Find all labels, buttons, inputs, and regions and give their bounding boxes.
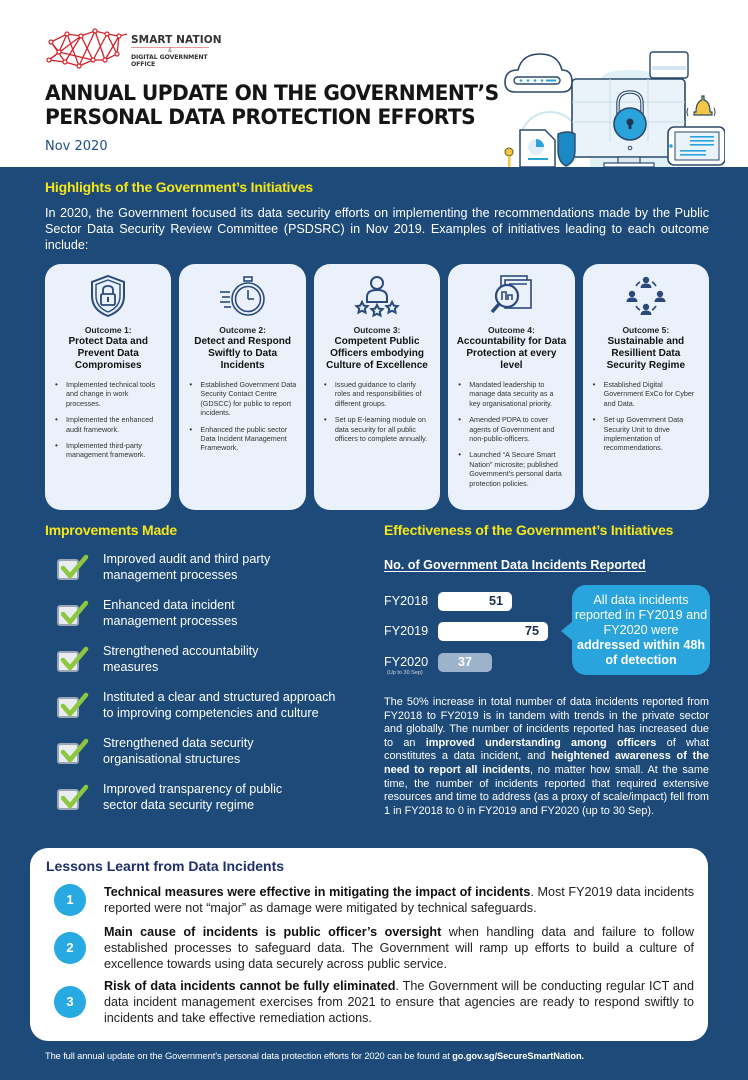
number-badge: 1 [54, 884, 86, 916]
improvement-item [55, 636, 355, 682]
outcome-item: • Launched “A Secure Smart Nation” microsite; published Government’s personal darta protection policies. [458, 450, 566, 488]
checkbox-checked-icon [55, 600, 89, 626]
para-text: , no matter how small. At the same time, the number of incidents reported that required extensive resources and time to address (as a proxy of scale/impact) fell from 1 in FY2018 to 0 in FY2019 and FY2020 (up to 30 Sep). [384, 763, 709, 817]
footer-link[interactable]: go.gov.sg/SecureSmartNation. [452, 1051, 585, 1061]
title-line-2: PERSONAL DATA PROTECTION EFFORTS [45, 105, 476, 130]
outcome-item: • Set up E-learning module on data security for all public officers to complete annually. [324, 415, 432, 443]
stopwatch-icon [218, 274, 268, 318]
outcome-label: Outcome 4: [488, 325, 535, 335]
bar-value: 75 [438, 622, 548, 641]
para-text: The 50% increase in total number of data incidents reported from FY2018 to FY2019 is in tandem with trends in the private sector and globally. The number of incidents reported has increased due to an [384, 696, 709, 749]
outcome-name: Accountability for Data Protection at every level [456, 336, 567, 371]
improvement-text: measures [103, 660, 159, 674]
people-cycle-icon [624, 274, 668, 318]
improvements-list [55, 544, 355, 820]
smart-nation-logo [45, 26, 225, 72]
lesson-bold: Risk of data incidents cannot be fully eliminated [104, 979, 396, 993]
outcome-item: • Amended PDPA to cover agents of Government and non-public-officers. [458, 415, 566, 443]
outcome-item: • Implemented third-party management framework. [55, 441, 163, 460]
logo-ampersand: & [131, 47, 209, 54]
outcome-name: Sustainable and Resillient Data Security Regime [606, 336, 686, 371]
bar-label: FY2020 [384, 655, 429, 669]
improvement-text: Improved transparency of public [103, 782, 283, 796]
page-title [45, 82, 499, 130]
outcome-name: Detect and Respond Swiftly to Data Incidents [194, 336, 291, 371]
effectiveness-paragraph [384, 696, 709, 818]
improvement-item [55, 728, 355, 774]
checkbox-checked-icon [55, 554, 89, 580]
checkbox-checked-icon [55, 784, 89, 810]
highlights-heading: Highlights of the Government’s Initiatives [45, 179, 314, 195]
network-map-icon [45, 26, 127, 70]
outcome-card-5 [583, 264, 709, 510]
outcome-card-2 [179, 264, 305, 510]
person-stars-icon [354, 274, 400, 318]
outcome-card-4 [448, 264, 574, 510]
improvement-text: to improving competencies and culture [103, 706, 319, 720]
improvement-item [55, 682, 355, 728]
shield-lock-icon [89, 274, 127, 318]
para-bold: heightened awareness of the need to report all incidents [384, 750, 709, 776]
improvement-text: sector data security regime [103, 798, 255, 812]
lessons-heading: Lessons Learnt from Data Incidents [46, 858, 285, 874]
callout-bold: addressed within 48h of detection [576, 638, 706, 667]
checkbox-checked-icon [55, 738, 89, 764]
improvement-item [55, 774, 355, 820]
logo-dgo-text: DIGITAL GOVERNMENT OFFICE [131, 54, 208, 68]
checkbox-checked-icon [55, 692, 89, 718]
outcome-card-1 [45, 264, 171, 510]
bar-note: (Up to 30 Sep) [387, 670, 423, 676]
improvement-text: Strengthened data security [103, 736, 254, 750]
security-illustration-icon [500, 42, 725, 167]
chart-title: No. of Government Data Incidents Reported [384, 558, 646, 572]
publication-date: Nov 2020 [45, 139, 108, 154]
outcome-item: • Set up Government Data Security Unit to drive implementation of recommendations. [593, 415, 701, 453]
improvement-text: Instituted a clear and structured approach [103, 690, 336, 704]
outcome-name: Protect Data and Prevent Data Compromises [68, 336, 148, 371]
improvement-item [55, 544, 355, 590]
outcome-label: Outcome 3: [353, 325, 401, 335]
bar-fy2018 [384, 591, 512, 611]
bar-label: FY2018 [384, 594, 429, 608]
outcome-card-3 [314, 264, 440, 510]
lesson-item-1 [54, 884, 694, 916]
improvements-heading: Improvements Made [45, 522, 177, 538]
outcome-name: Competent Public Officers embodying Culture of Excellence [326, 336, 428, 371]
title-line-1: ANNUAL UPDATE ON THE GOVERNMENT’S [45, 81, 499, 106]
improvement-text: management processes [103, 614, 238, 628]
outcome-item: • Issued guidance to clarify roles and responsibilities of different groups. [324, 380, 432, 408]
lesson-text: . The Government will be conducting regular ICT and data incident management exercises from 2021 to ensure that agencies are ready to respond swiftly to incidents and take effective remediation actions. [104, 979, 694, 1025]
improvement-text: Enhanced data incident [103, 598, 235, 612]
improvement-text: Strengthened accountability [103, 644, 259, 658]
bar-value: 37 [438, 653, 492, 672]
header [0, 0, 748, 167]
highlights-intro: In 2020, the Government focused its data security efforts on implementing the recommendations made by the Public Sector Data Security Review Committee (PSDSRC) in Nov 2019. Examples of initiatives leading to each outcome include: [45, 206, 709, 252]
lesson-item-2 [54, 924, 694, 972]
number-badge: 3 [54, 986, 86, 1018]
outcome-label: Outcome 1: [84, 325, 132, 335]
callout-bubble [572, 585, 710, 675]
main-section [0, 167, 748, 1080]
lesson-bold: Main cause of incidents is public officer’s oversight [104, 925, 442, 939]
effectiveness-heading: Effectiveness of the Government’s Initiatives [384, 522, 674, 538]
outcome-item: • Established Digital Government ExCo for Cyber and Data. [593, 380, 701, 408]
improvement-text: Improved audit and third party [103, 552, 271, 566]
footer-note [45, 1051, 584, 1061]
lesson-text: when handling data and failure to follow established processes to safeguard data. The Government will ramp up efforts to build a culture of excellence towards using data securely across public service. [104, 925, 694, 971]
outcome-cards [45, 264, 709, 510]
improvement-item [55, 590, 355, 636]
bar-label: FY2019 [384, 624, 429, 638]
outcome-item: • Implemented the enhanced audit framework. [55, 415, 163, 434]
footer-text: The full annual update on the Government’s personal data protection efforts for 2020 can be found at [45, 1051, 453, 1061]
logo-smart-nation-text: SMART NATION [131, 34, 222, 46]
callout-text: All data incidents reported in FY2019 and FY2020 were [574, 593, 708, 637]
magnifier-report-icon [489, 274, 533, 318]
bar-fy2019 [384, 621, 548, 641]
checkbox-checked-icon [55, 646, 89, 672]
outcome-item: • Mandated leadership to manage data security as a key organisational priority. [458, 380, 566, 408]
para-bold: improved understanding among officers [425, 736, 657, 749]
lesson-bold: Technical measures were effective in mitigating the impact of incidents [104, 885, 531, 899]
outcome-label: Outcome 5: [622, 325, 670, 335]
lesson-text: . Most FY2019 data incidents reported were not “major” as damage were mitigated by technical safeguards. [104, 885, 694, 915]
improvement-text: management processes [103, 568, 238, 582]
outcome-label: Outcome 2: [219, 325, 266, 335]
outcome-item: • Enhanced the public sector Data Incident Management Framework. [189, 425, 297, 453]
bar-value: 51 [438, 592, 512, 611]
lesson-item-3 [54, 978, 694, 1026]
outcome-item: • Established Government Data Security Contact Centre (GDSCC) for public to report incidents. [189, 380, 297, 418]
number-badge: 2 [54, 932, 86, 964]
lessons-panel [30, 848, 708, 1041]
improvement-text: organisational structures [103, 752, 241, 766]
para-text: of what constitutes a data incident, and [384, 736, 710, 763]
outcome-item: • Implemented technical tools and change in work processes. [55, 380, 163, 408]
bar-fy2020 [384, 652, 492, 672]
